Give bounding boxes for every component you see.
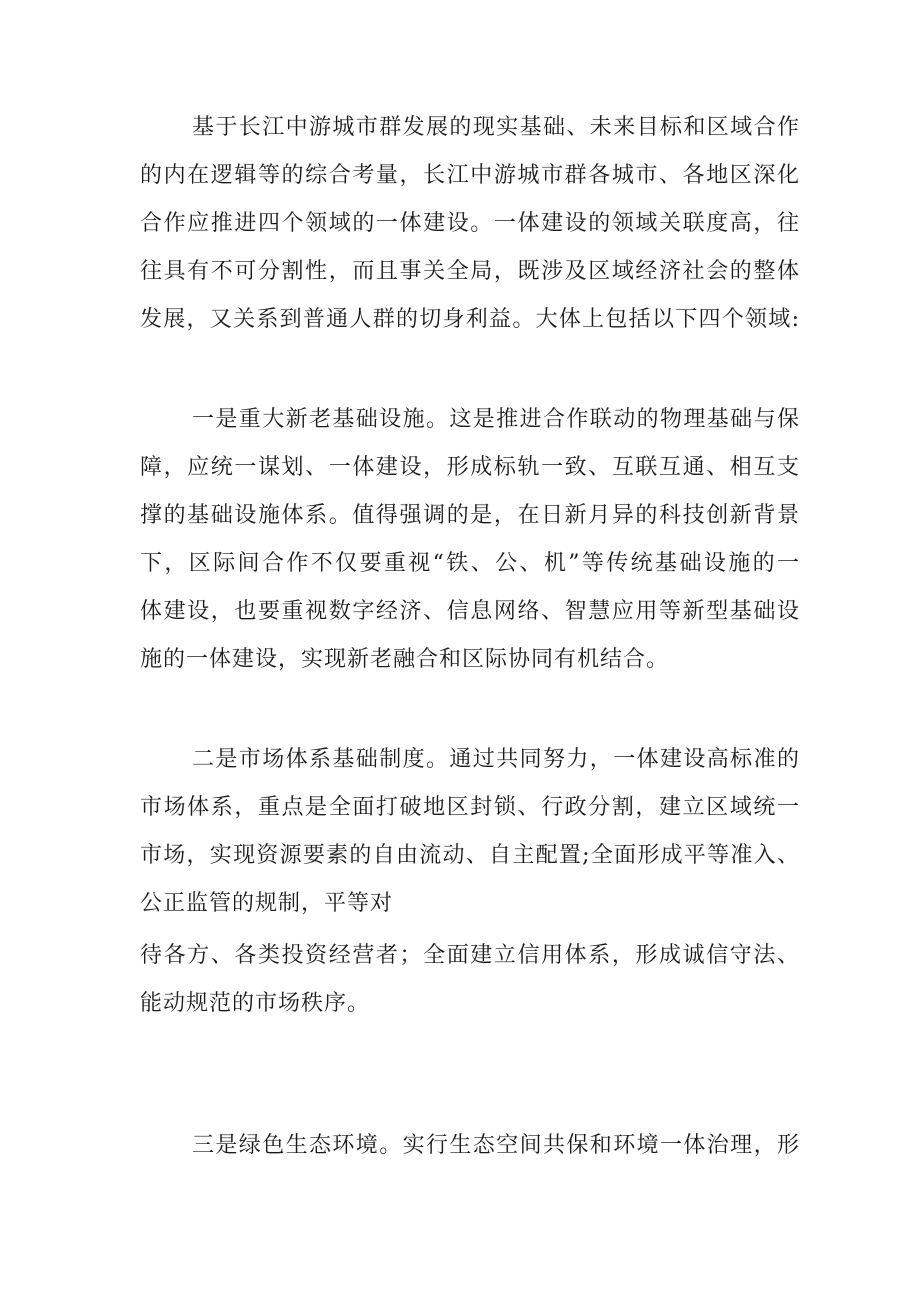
text-line: 市场，实现资源要素的自由流动、自主配置;全面形成平等准入、 [140, 843, 800, 868]
text-line: 施的一体建设，实现新老融合和区际协同有机结合。 [140, 647, 670, 672]
text-line: 合作应推进四个领域的一体建设。一体建设的领域关联度高，往 [140, 211, 800, 236]
text-line: 障，应统一谋划、一体建设，形成标轨一致、互联互通、相互支 [140, 455, 800, 480]
text-line: 往具有不可分割性，而且事关全局，既涉及区域经济社会的整体 [140, 259, 800, 284]
text-line: 能动规范的市场秩序。 [140, 991, 371, 1016]
text-line: 公正监管的规制，平等对 [140, 891, 394, 916]
text-line: 的内在逻辑等的综合考量，长江中游城市群各城市、各地区深化 [140, 163, 800, 188]
paragraph-intro [140, 104, 800, 344]
text-line: 撑的基础设施体系。值得强调的是，在日新月异的科技创新背景 [140, 503, 800, 528]
paragraph-market-system [140, 736, 800, 928]
text-line: 三是绿色生态环境。实行生态空间共保和环境一体治理，形 [192, 1133, 800, 1158]
text-line: 一是重大新老基础设施。这是推进合作联动的物理基础与保 [192, 407, 800, 432]
paragraph-market-continued [140, 932, 800, 1028]
text-line: 下，区际间合作不仅要重视“铁、公、机”等传统基础设施的一 [140, 551, 800, 576]
text-line: 发展，又关系到普通人群的切身利益。大体上包括以下四个领域: [140, 307, 800, 332]
text-line: 基于长江中游城市群发展的现实基础、未来目标和区域合作 [192, 115, 800, 140]
text-line: 待各方、各类投资经营者；全面建立信用体系，形成诚信守法、 [140, 943, 800, 968]
text-line: 市场体系，重点是全面打破地区封锁、行政分割，建立区域统一 [140, 795, 800, 820]
paragraph-ecology [140, 1122, 800, 1170]
paragraph-infrastructure [140, 396, 800, 684]
text-line: 体建设，也要重视数字经济、信息网络、智慧应用等新型基础设 [140, 599, 800, 624]
text-line: 二是市场体系基础制度。通过共同努力，一体建设高标准的 [192, 747, 800, 772]
